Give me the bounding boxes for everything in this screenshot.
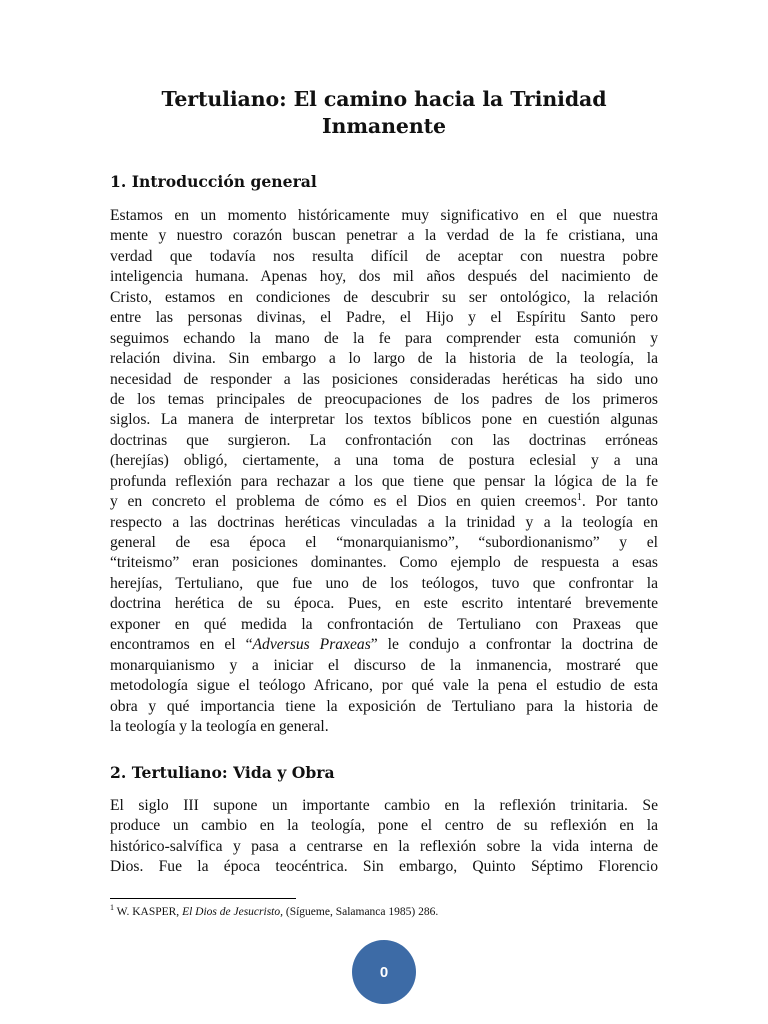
paragraph-line: (herejías) obligó, ciertamente, a una toma de postura eclesial y a una — [110, 452, 658, 470]
paragraph-line: doctrinas que surgieron. La confrontación con las doctrinas erróneas — [110, 431, 658, 449]
work-title-adversus-praxeas: Adversus Praxeas — [252, 636, 371, 654]
line-text: . Por tanto — [581, 493, 658, 511]
paragraph-line-with-footnote-ref — [110, 492, 658, 512]
paragraph-line: obra y qué importancia tiene la exposición de Tertuliano para la historia de — [110, 697, 658, 715]
title-line-2: Inmanente — [322, 114, 446, 138]
paragraph-line: general de esa época el “monarquianismo”, “subordionanismo” y el — [110, 534, 658, 551]
paragraph-line: siglos. La manera de interpretar los textos bíblicos pone en cuestión algunas — [110, 411, 658, 429]
paragraph-line: profunda reflexión para rechazar a los que tiene que pensar la lógica de la fe — [110, 472, 658, 490]
line-text: encontramos en el “ — [110, 636, 253, 654]
paragraph-line: histórico-salvífica y pasa a centrarse en la reflexión sobre la vida interna de — [110, 837, 658, 855]
footnote-details: (Sígueme, Salamanca 1985) 286. — [283, 906, 439, 918]
paragraph-line: monarquianismo y a iniciar el discurso de la inmanencia, mostraré que — [110, 656, 658, 674]
paragraph-line: respecto a las doctrinas heréticas vinculadas a la trinidad y a la teología en — [110, 513, 658, 531]
paragraph-line: Dios. Fue la época teocéntrica. Sin embargo, Quinto Séptimo Florencio — [110, 858, 658, 876]
paragraph-line: de los temas principales de preocupaciones de los padres de los primeros — [110, 390, 658, 408]
paragraph-line: Estamos en un momento históricamente muy significativo en el que nuestra — [110, 207, 658, 224]
paragraph-line: inteligencia humana. Apenas hoy, dos mil años después del nacimiento de — [110, 268, 658, 286]
footnote-author: W. KASPER, — [114, 906, 183, 918]
paragraph-line: “triteismo” eran posiciones dominantes. Como ejemplo de respuesta a esas — [110, 554, 658, 572]
paragraph-line: Cristo, estamos en condiciones de descubrir su ser ontológico, la relación — [110, 288, 658, 306]
section-heading-introduccion: 1. Introducción general — [110, 172, 317, 191]
document-title — [90, 86, 678, 140]
paragraph-line: doctrina herética de su época. Pues, en este escrito intentaré brevemente — [110, 595, 658, 613]
paragraph-line: mente y nuestro corazón buscan penetrar a la verdad de la fe cristiana, una — [110, 227, 658, 245]
section-heading-vida-y-obra: 2. Tertuliano: Vida y Obra — [110, 763, 335, 782]
paragraph-line: El siglo III supone un importante cambio en la reflexión trinitaria. Se — [110, 797, 658, 814]
section-2-paragraph — [110, 796, 658, 878]
paragraph-line: entre las personas divinas, el Padre, el Hijo y el Espíritu Santo pero — [110, 309, 658, 327]
paragraph-line: relación divina. Sin embargo a lo largo de la historia de la teología, la — [110, 350, 658, 368]
footnote-marker: 1 — [110, 903, 114, 913]
page-number-badge[interactable]: 0 — [352, 940, 416, 1004]
paragraph-line-with-work-title — [110, 635, 658, 655]
paragraph-line: exponer en qué medida la confrontación de Tertuliano con Praxeas que — [110, 615, 658, 633]
paragraph-line: seguimos echando la mano de la fe para comprender esta comunión y — [110, 329, 658, 347]
footnote — [110, 905, 438, 919]
document-page — [110, 0, 658, 1024]
paragraph-line: produce un cambio en la teología, pone el centro de su reflexión en la — [110, 817, 658, 835]
title-line-1: Tertuliano: El camino hacia la Trinidad — [161, 87, 607, 111]
paragraph-line: la teología y la teología en general. — [110, 717, 329, 735]
footnote-reference[interactable]: 1 — [576, 491, 582, 503]
paragraph-line: necesidad de responder a las posiciones consideradas heréticas ha sido uno — [110, 370, 658, 388]
footnote-separator — [110, 898, 296, 899]
paragraph-line: metodología sigue el teólogo Africano, por qué vale la pena el estudio de esta — [110, 677, 658, 695]
footnote-work-title: El Dios de Jesucristo, — [182, 906, 283, 918]
paragraph-line: herejías, Tertuliano, que fue uno de los teólogos, tuvo que confrontar la — [110, 574, 658, 592]
section-1-paragraph — [110, 206, 658, 737]
paragraph-line: verdad que todavía nos resulta difícil de aceptar con nuestra pobre — [110, 247, 658, 265]
line-text: ” le condujo a confrontar la doctrina de — [370, 636, 658, 654]
line-text: y en concreto el problema de cómo es el Dios en quien creemos — [110, 493, 577, 511]
